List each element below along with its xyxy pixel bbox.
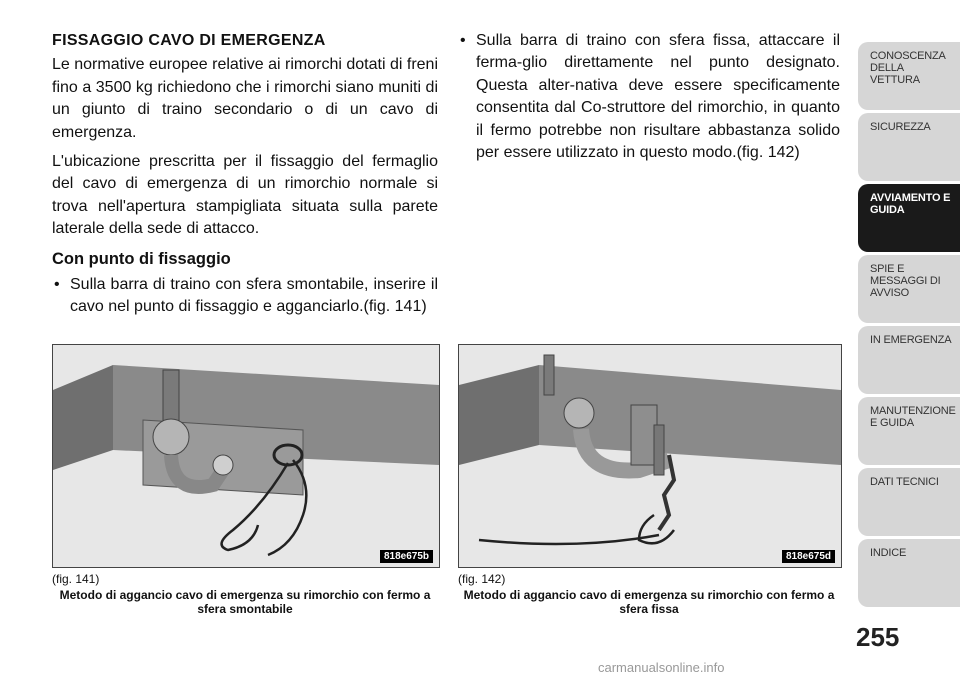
tow-hitch-removable-ball-drawing (53, 345, 439, 567)
tab-label: CONOSCENZA DELLA VETTURA (870, 50, 946, 86)
figure-141-illustration (52, 344, 440, 568)
figure-code: 818e675b (380, 550, 433, 563)
right-column (458, 30, 840, 164)
tab-avviamento-e-guida[interactable] (858, 184, 960, 252)
chapter-tabs (858, 0, 960, 640)
tab-sicurezza[interactable] (858, 113, 960, 181)
tab-label: AVVIAMENTO E GUIDA (870, 192, 951, 216)
figure-141-caption (52, 572, 438, 616)
bullet-text: Sulla barra di traino con sfera smontabile, inserire il cavo nel punto di fissaggio e agganciarlo.(fig. 141) (70, 276, 438, 316)
tab-label: DATI TECNICI (870, 476, 939, 488)
caption-text: Metodo di aggancio cavo di emergenza su rimorchio con fermo a sfera fissa (463, 588, 835, 616)
bullet-text: Sulla barra di traino con sfera fissa, attaccare il ferma-glio direttamente nel punto designato. Questa alter-nativa deve essere specificamente consentita dal Co-struttore del rimorchio, in quanto il fermo potrebbe non risultare abbastanza solido per essere utilizzato in questo modo.(fig. 142) (476, 32, 840, 162)
bullet-marker: • (54, 276, 60, 294)
bullet-marker: • (460, 32, 466, 49)
section-heading: FISSAGGIO CAVO DI EMERGENZA (52, 32, 326, 49)
figure-number: (fig. 141) (52, 572, 100, 586)
figure-142-illustration (458, 344, 842, 568)
paragraph-location: L'ubicazione prescritta per il fissaggio del fermaglio del cavo di emergenza di un rimorchio normale si trova nell'apertura stampigliata situata sulla parete laterale della sede di attacco. (52, 153, 438, 238)
left-column (52, 30, 438, 319)
tow-hitch-fixed-ball-drawing (459, 345, 841, 567)
figure-number: (fig. 142) (458, 572, 506, 586)
bullet-item (52, 274, 438, 319)
tab-conoscenza-della-vettura[interactable] (858, 42, 960, 110)
caption-text: Metodo di aggancio cavo di emergenza su rimorchio con fermo a sfera smontabile (59, 588, 431, 616)
figure-142-caption (458, 572, 840, 616)
bullet-item (458, 30, 840, 164)
tab-manutenzione-e-guida[interactable] (858, 397, 960, 465)
subheading: Con punto di fissaggio (52, 249, 231, 268)
watermark: carmanualsonline.info (598, 660, 725, 675)
tab-in-emergenza[interactable] (858, 326, 960, 394)
tab-label: SICUREZZA (870, 121, 931, 133)
figure-code: 818e675d (782, 550, 835, 563)
paragraph-regulations: Le normative europee relative ai rimorchi dotati di freni fino a 3500 kg richiedono che i rimorchi siano muniti di un giunto di traino secondario o di un cavo di emergenza. (52, 56, 438, 141)
tab-label: INDICE (870, 547, 907, 559)
tab-spie-e-messaggi[interactable] (858, 255, 960, 323)
tab-label: IN EMERGENZA (870, 334, 952, 346)
tab-indice[interactable] (858, 539, 960, 607)
tab-label: MANUTENZIONE E GUIDA (870, 405, 956, 429)
tab-dati-tecnici[interactable] (858, 468, 960, 536)
tab-label: SPIE E MESSAGGI DI AVVISO (870, 263, 941, 299)
page-number: 255 (856, 622, 900, 652)
